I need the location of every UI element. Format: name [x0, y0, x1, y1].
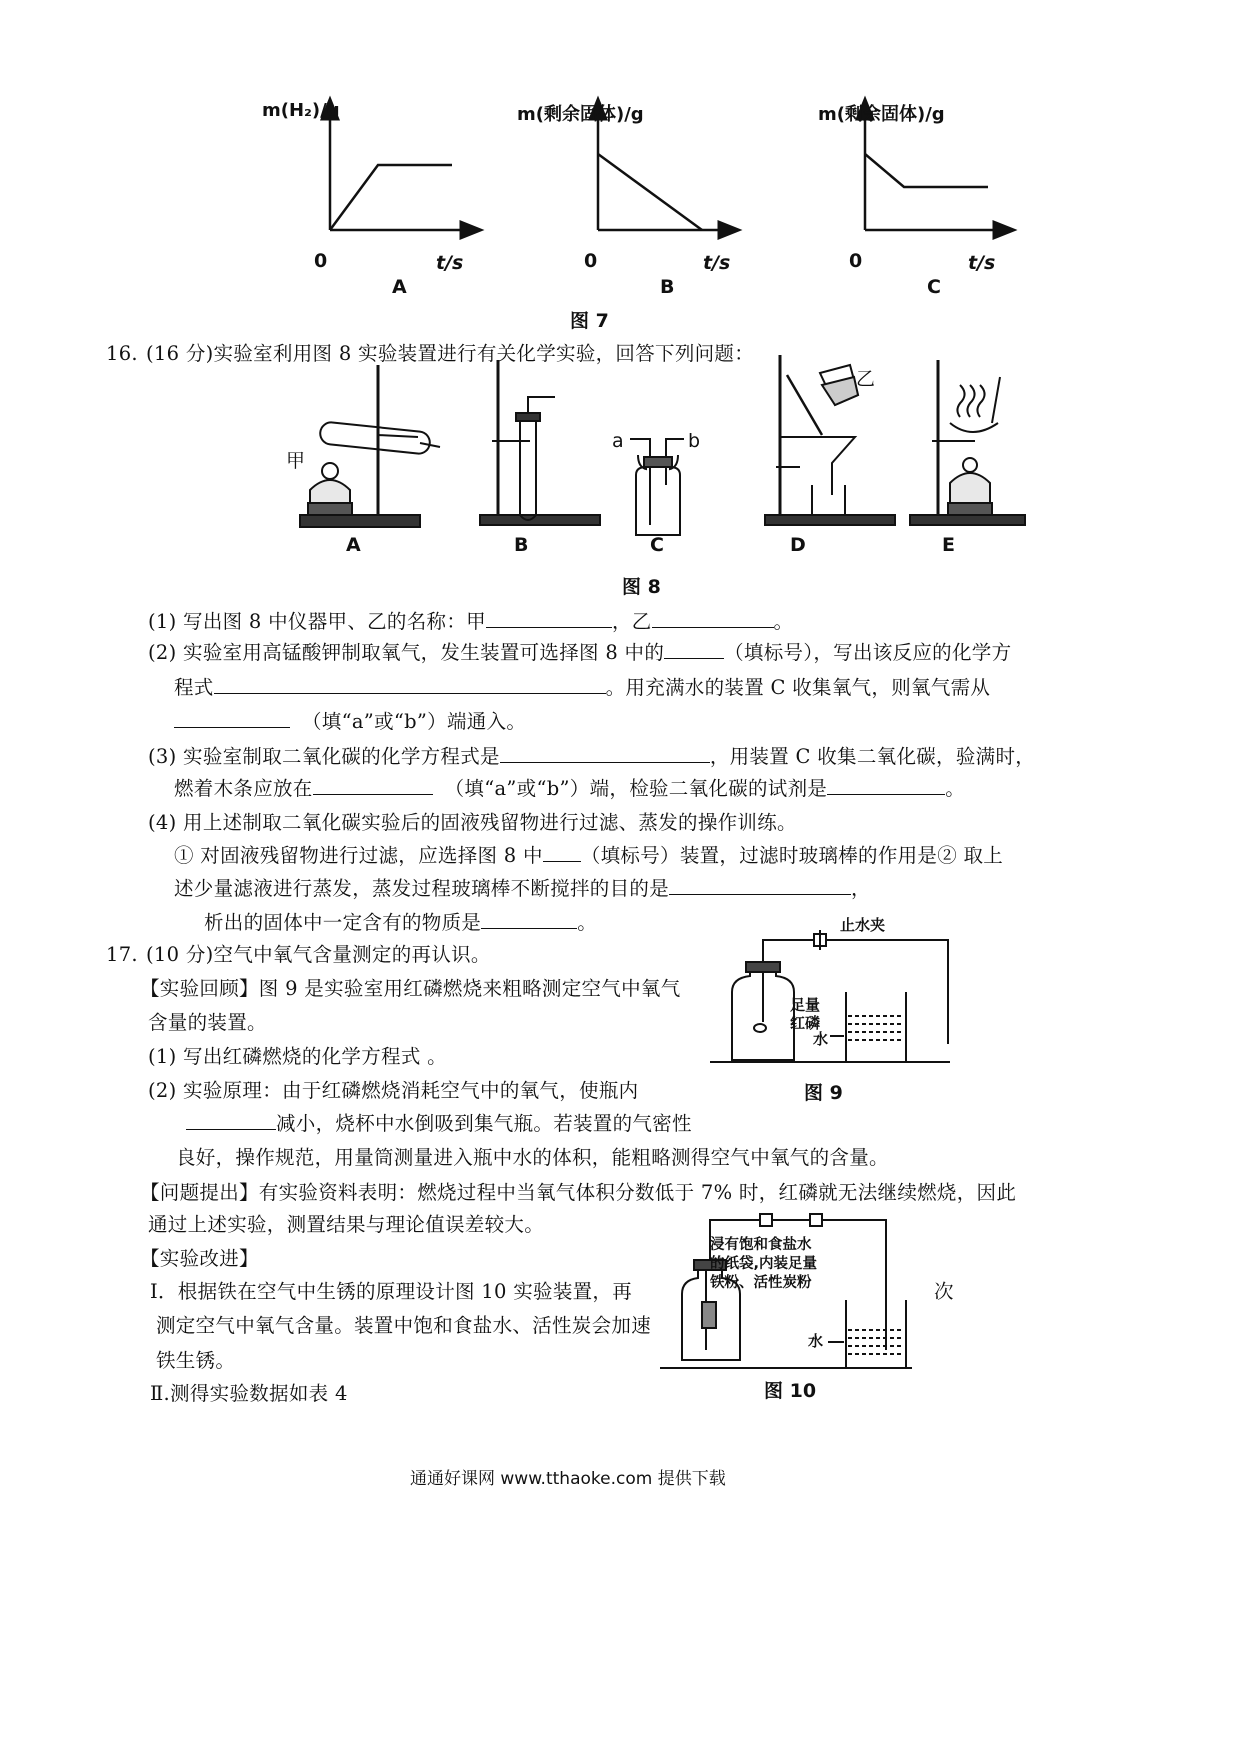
fig9-phos-label-1: 足量 [790, 996, 821, 1014]
graph-c-origin: 0 [849, 250, 863, 272]
graph-b-letter: B [660, 276, 675, 298]
apparatus-c-letter: C [650, 534, 664, 556]
q17-review-line1: 【实验回顾】图 9 是实验室用红磷燃烧来粗略测定空气中氧气 [140, 977, 681, 1000]
apparatus-d [765, 355, 895, 525]
graph-a-ylabel: m(H₂)/g [262, 100, 340, 121]
figure-7-graphs [300, 90, 1120, 320]
q17-issue-line2: 通过上述实验，测置结果与理论值误差较大。 [148, 1213, 545, 1236]
graph-c-letter: C [927, 276, 941, 298]
q17-improve-heading: 【实验改进】 [140, 1247, 259, 1270]
fig10-label-2: 的纸袋,内装足量 [710, 1256, 818, 1272]
apparatus-a [300, 365, 440, 527]
figure-10-caption: 图 10 [764, 1380, 817, 1402]
q16-part2-line3: （填“a”或“b”）端通入。 [174, 709, 526, 734]
q16-part3-line2: 燃着木条应放在 （填“a”或“b”）端，检验二氧化碳的试剂是 。 [174, 777, 966, 800]
apparatus-d-letter: D [790, 534, 806, 556]
fig10-water-label: 水 [808, 1332, 824, 1350]
figure-7 [300, 90, 1120, 320]
fig10-label-3: 铁粉、活性炭粉 [710, 1275, 812, 1291]
page-footer: 通通好课网 www.tthaoke.com 提供下载 [410, 1469, 726, 1489]
q16-part4-line1: (4) 用上述制取二氧化碳实验后的固液残留物进行过滤、蒸发的操作训练。 [148, 811, 797, 834]
q16-title: (16 分)实验室利用图 8 实验装置进行有关化学实验，回答下列问题： [146, 342, 755, 365]
label-yi: 乙 [856, 368, 876, 390]
q17-issue-line1: 【问题提出】有实验资料表明：燃烧过程中当氧气体积分数低于 7% 时，红磷就无法继续燃烧，因此 [140, 1181, 1017, 1204]
q17-i1-line2: 测定空气中氧气含量。装置中饱和食盐水、活性炭会加速 [156, 1314, 652, 1337]
fig9-clamp-label: 止水夹 [840, 916, 886, 934]
graph-b-xlabel: t/s [703, 252, 731, 274]
graph-a-xlabel: t/s [436, 252, 464, 274]
q16-part4-line4: 析出的固体中一定含有的物质是 。 [204, 911, 598, 934]
apparatus-b [480, 360, 600, 525]
q16-part1: (1) 写出图 8 中仪器甲、乙的名称：甲 ，乙 。 [148, 610, 794, 633]
curve-b [598, 154, 702, 230]
q16-part4-line3: 述少量滤液进行蒸发，蒸发过程玻璃棒不断搅拌的目的是 ， [174, 877, 871, 900]
apparatus-b-letter: B [514, 534, 529, 556]
curve-c [865, 154, 988, 187]
figure-8 [270, 355, 1030, 595]
label-a: a [612, 430, 624, 452]
figure-7-caption: 图 7 [570, 310, 609, 332]
q17-part2-line3: 良好，操作规范，用量筒测量进入瓶中水的体积，能粗略测得空气中氧气的含量。 [176, 1146, 889, 1169]
q17-i1-line3: 铁生锈。 [156, 1349, 236, 1372]
q17-i1-ci: 次 [934, 1280, 954, 1303]
graph-a [330, 108, 472, 230]
apparatus-e [910, 360, 1025, 525]
fig9-water-label: 水 [813, 1030, 829, 1048]
q16-number: 16. [106, 342, 138, 365]
figure-8-apparatus [270, 355, 1030, 595]
q17-part1: (1) 写出红磷燃烧的化学方程式 。 [148, 1045, 447, 1068]
apparatus-c [630, 439, 684, 535]
q16-part2-line2: 程式 。用充满水的装置 C 收集氧气，则氧气需从 [174, 676, 991, 699]
graph-a-letter: A [392, 276, 407, 298]
q16-part4-line2: ① 对固液残留物进行过滤，应选择图 8 中 （填标号）装置，过滤时玻璃棒的作用是② 取上 [174, 844, 1004, 867]
figure-9-caption: 图 9 [804, 1082, 843, 1104]
graph-c-ylabel: m(剩余固体)/g [818, 104, 945, 125]
label-b: b [688, 430, 701, 452]
label-jia: 甲 [286, 450, 306, 472]
apparatus-a-letter: A [346, 534, 361, 556]
fig10-label-1: 浸有饱和食盐水 [710, 1237, 812, 1253]
apparatus-e-letter: E [942, 534, 955, 556]
graph-a-origin: 0 [314, 250, 328, 272]
q17-i2: Ⅱ.测得实验数据如表 4 [150, 1382, 348, 1405]
figure-9-apparatus [710, 912, 1010, 1072]
q17-number: 17. [106, 943, 138, 966]
graph-b [598, 108, 730, 230]
q17-title: (10 分)空气中氧气含量测定的再认识。 [146, 943, 491, 966]
graph-c [865, 108, 1005, 230]
q16-part3-line1: (3) 实验室制取二氧化碳的化学方程式是 ，用装置 C 收集二氧化碳，验满时， [148, 745, 1036, 768]
fig9-phos-label-2: 红磷 [790, 1014, 821, 1032]
graph-b-ylabel: m(剩余固体)/g [517, 104, 644, 125]
figure-8-caption: 图 8 [622, 576, 661, 598]
q17-part2-line2: 减小，烧杯中水倒吸到集气瓶。若装置的气密性 [186, 1111, 692, 1136]
figure-9 [710, 912, 1010, 1072]
q16-part2-line1: (2) 实验室用高锰酸钾制取氧气，发生装置可选择图 8 中的 （填标号），写出该反应的化学方 [148, 641, 1012, 664]
curve-a [330, 165, 452, 230]
q17-i1-line1: Ⅰ．根据铁在空气中生锈的原理设计图 10 实验装置，再 [150, 1280, 633, 1303]
graph-b-origin: 0 [584, 250, 598, 272]
q17-review-line2: 含量的装置。 [148, 1011, 267, 1034]
graph-c-xlabel: t/s [968, 252, 996, 274]
q17-part2-line1: (2) 实验原理：由于红磷燃烧消耗空气中的氧气，使瓶内 [148, 1079, 639, 1102]
